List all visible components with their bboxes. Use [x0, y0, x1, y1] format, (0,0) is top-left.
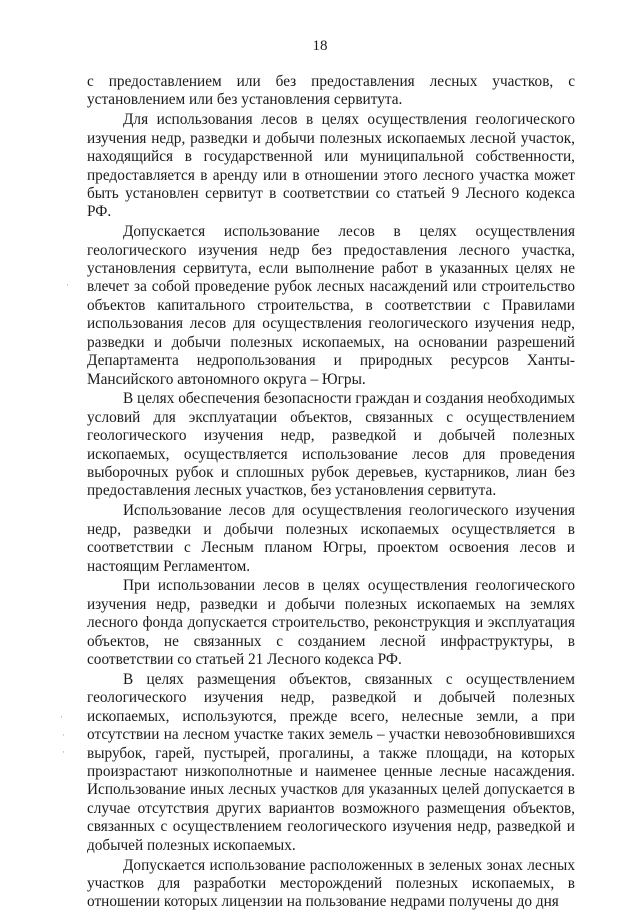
paragraph: Для использования лесов в целях осуществления геологического изучения недр, разведки и добычи полезных ископаемых лесной участок, находящийся в государственной или муниципальной собственности, предоставляется в аренду или в отношении этого лесного участка может быть установлен сервитут в соответствии со статьей 9 Лесного кодекса РФ.	[87, 111, 575, 221]
scan-speck: ·	[60, 712, 63, 722]
scan-speck: ·	[62, 730, 65, 740]
paragraph: Использование лесов для осуществления геологического изучения недр, разведки и добычи полезных ископаемых осуществляется в соответствии с Лесным планом Югры, проектом освоения лесов и настоящим Регламентом.	[87, 502, 575, 575]
paragraph: с предоставлением или без предоставления лесных участков, с установлением или без установления сервитута.	[87, 73, 575, 109]
paragraph: При использовании лесов в целях осуществления геологического изучения недр, разведки и добычи полезных ископаемых на землях лесного фонда допускается строительство, реконструкция и эксплуатация объектов, не связанных с созданием лесной инфраструктуры, в соответствии со статьей 21 Лесного кодекса РФ.	[87, 577, 575, 669]
page-number: 18	[312, 38, 328, 54]
paragraph: Допускается использование лесов в целях осуществления геологического изучения недр без предоставления лесного участка, установления сервитута, если выполнение работ в указанных целях не влечет за собой проведение рубок лесных насаждений или строительство объектов капитального строительства, в соответствии с Правилами использования лесов для осуществления геологического изучения недр, разведки и добычи полезных ископаемых, на основании разрешений Департамента недропользования и природных ресурсов Ханты-Мансийского автономного округа – Югры.	[87, 223, 575, 388]
scan-speck: ·	[66, 280, 69, 290]
paragraph: В целях обеспечения безопасности граждан и создания необходимых условий для эксплуатации объектов, связанных с осуществлением геологического изучения недр, разведкой и добычей полезных ископаемых, осуществляется использование лесов для проведения выборочных рубок и сплошных рубок деревьев, кустарников, лиан без предоставления лесных участков, без установления сервитута.	[87, 390, 575, 500]
paragraph: Допускается использование расположенных в зеленых зонах лесных участков для разработки месторождений полезных ископаемых, в отношении которых лицензии на пользование недрами получены до дня	[87, 856, 575, 911]
paragraph: В целях размещения объектов, связанных с осуществлением геологического изучения недр, разведкой и добычей полезных ископаемых, используются, прежде всего, нелесные земли, а при отсутствии на лесном участке таких земель – участки невозобновившихся вырубок, гарей, пустырей, прогалины, а также площади, на которых произрастают низкополнотные и наименее ценные лесные насаждения. Использование иных лесных участков для указанных целей допускается в случае отсутствия других вариантов возможного размещения объектов, связанных с осуществлением геологического изучения недр, разведкой и добычей полезных ископаемых.	[87, 671, 575, 854]
document-body	[87, 73, 575, 913]
scan-speck: ·	[62, 747, 65, 757]
